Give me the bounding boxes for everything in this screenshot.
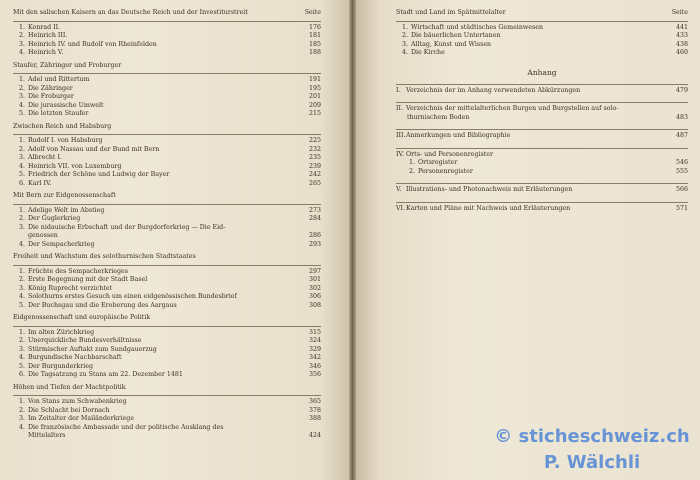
entry-number: 4. xyxy=(19,293,26,300)
toc-section-heading xyxy=(13,62,321,71)
entry-title: Die Kirche xyxy=(411,49,445,56)
entry-number: 3. xyxy=(19,345,26,353)
entry-title: Adolf von Nassau und der Bund mit Bern xyxy=(28,145,160,153)
entry-title-continued: genossen xyxy=(28,232,58,239)
entry-page: 438 xyxy=(675,40,688,48)
appendix-number: IV. xyxy=(396,150,404,158)
entry-number: 6. xyxy=(19,371,26,378)
entry-text xyxy=(19,93,74,102)
entry-title: Adelige Welt im Abstieg xyxy=(28,206,105,214)
toc-entry xyxy=(13,146,321,155)
appendix-page: 566 xyxy=(675,186,688,193)
toc-entry xyxy=(13,171,321,180)
entry-page: 185 xyxy=(308,40,321,48)
toc-entry xyxy=(13,415,321,424)
appendix-text xyxy=(396,132,510,141)
entry-number: 5. xyxy=(19,301,26,309)
entry-text xyxy=(402,41,491,50)
entry-title: Konrad II. xyxy=(28,23,61,31)
entry-number: 1. xyxy=(19,398,26,405)
toc-entry xyxy=(13,371,321,380)
entry-title: Erste Begegnung mit der Stadt Basel xyxy=(28,276,148,283)
toc-entry xyxy=(13,329,321,338)
entry-title: Adel und Rittertum xyxy=(28,76,90,83)
entry-text xyxy=(19,354,122,363)
appendix-rule xyxy=(396,202,688,203)
entry-page: 342 xyxy=(308,354,321,361)
section-rule xyxy=(13,204,321,205)
appendix-text xyxy=(396,186,572,195)
entry-number: 1. xyxy=(19,76,26,83)
toc-entry xyxy=(13,337,321,346)
entry-text xyxy=(402,24,543,33)
entry-number: 3. xyxy=(19,223,26,231)
subentry-number: 1. xyxy=(409,159,416,166)
toc-entry xyxy=(13,76,321,85)
watermark xyxy=(492,424,692,476)
entry-title: Im Zeitalter der Mailänderkriege xyxy=(28,415,135,422)
page-label: Seite xyxy=(304,9,321,16)
entry-text xyxy=(19,24,60,33)
entry-page: 188 xyxy=(308,49,321,56)
entry-text xyxy=(19,241,95,250)
entry-number: 5. xyxy=(19,362,26,370)
entry-page: 293 xyxy=(308,240,321,248)
entry-title: Die nidauische Erbschaft und der Burgdorferkrieg — Die Eid- xyxy=(28,223,226,231)
toc-section-heading xyxy=(13,123,321,132)
entry-text xyxy=(19,207,104,216)
entry-number: 2. xyxy=(19,215,26,222)
entry-text xyxy=(19,398,127,407)
toc-entry xyxy=(13,110,321,119)
entry-text xyxy=(19,171,169,180)
entry-title: Der Guglerkrieg xyxy=(28,215,81,222)
section-title: Staufer, Zähringer und Froburger xyxy=(13,61,122,69)
toc-entry xyxy=(13,102,321,111)
toc-entry xyxy=(13,398,321,407)
entry-page: 460 xyxy=(675,49,688,56)
entry-text xyxy=(19,407,110,416)
entry-title: Karl IV. xyxy=(28,179,52,187)
left-page xyxy=(0,0,349,480)
appendix-entry xyxy=(396,132,688,141)
entry-number: 1. xyxy=(19,328,26,336)
watermark-line2: P. Wälchli xyxy=(543,452,641,473)
entry-text xyxy=(19,276,147,285)
appendix-rule xyxy=(396,129,688,130)
entry-page: 242 xyxy=(308,171,321,178)
entry-page: 273 xyxy=(308,206,321,214)
entry-title: Alltag, Kunst und Wissen xyxy=(411,40,492,48)
appendix-gap xyxy=(396,95,688,99)
toc-entry xyxy=(13,276,321,285)
entry-text xyxy=(19,224,225,233)
entry-page: 441 xyxy=(675,23,688,31)
entry-number: 5. xyxy=(19,110,26,117)
appendix-text xyxy=(396,105,618,114)
toc-entry xyxy=(13,41,321,50)
entry-title: Heinrich V. xyxy=(28,49,64,56)
appendix-number: II. xyxy=(396,105,403,112)
section-title: Mit den salischen Kaisern an das Deutsche Reich und der Investiturstreit xyxy=(13,9,248,16)
entry-page: 232 xyxy=(308,145,321,153)
right-toc xyxy=(396,9,688,217)
entry-page: 201 xyxy=(308,93,321,100)
appendix-text xyxy=(396,151,493,160)
toc-entry xyxy=(396,41,688,50)
entry-title: Heinrich VII. von Luxemburg xyxy=(28,162,122,170)
toc-entry xyxy=(13,180,321,189)
entry-page: 195 xyxy=(308,84,321,92)
entry-page: 265 xyxy=(308,179,321,187)
appendix-gap xyxy=(396,176,688,180)
subentry-number: 2. xyxy=(409,167,416,175)
appendix-gap xyxy=(396,141,688,145)
entry-number: 4. xyxy=(19,240,26,248)
entry-page: 209 xyxy=(308,101,321,109)
entry-number: 1. xyxy=(19,267,26,275)
entry-number: 4. xyxy=(19,49,26,56)
entry-title: Die bäuerlichen Untertanen xyxy=(411,32,501,39)
entry-number: 2. xyxy=(19,276,26,283)
appendix-title: Karten und Pläne mit Nachweis und Erläuterungen xyxy=(406,204,571,212)
entry-number: 4. xyxy=(19,101,26,109)
entry-text xyxy=(19,302,177,311)
toc-entry xyxy=(13,424,321,433)
entry-number: 1. xyxy=(19,206,26,214)
entry-number: 1. xyxy=(402,23,409,31)
toc-entry-continued xyxy=(13,232,321,241)
entry-number: 5. xyxy=(19,171,26,178)
entry-page: 378 xyxy=(308,406,321,414)
toc-entry xyxy=(13,32,321,41)
toc-section-heading xyxy=(13,192,321,201)
toc-entry xyxy=(13,363,321,372)
entry-page: 365 xyxy=(308,398,321,405)
entry-page: 225 xyxy=(308,137,321,144)
appendix-gap xyxy=(396,122,688,126)
appendix-title: Illustrations- und Photonachweis mit Erläuterungen xyxy=(406,186,573,193)
section-rule xyxy=(13,395,321,396)
entry-page: 424 xyxy=(308,432,321,439)
toc-entry xyxy=(13,49,321,58)
entry-number: 3. xyxy=(19,284,26,292)
toc-entry xyxy=(13,163,321,172)
entry-page: 308 xyxy=(308,301,321,309)
entry-page: 433 xyxy=(675,32,688,39)
appendix-rule xyxy=(396,148,688,149)
entry-page: 215 xyxy=(308,110,321,117)
entry-number: 4. xyxy=(402,49,409,56)
entry-text xyxy=(19,163,121,172)
toc-entry xyxy=(13,346,321,355)
entry-number: 4. xyxy=(19,423,26,431)
section-rule xyxy=(396,21,688,22)
book-gutter xyxy=(349,0,356,480)
entry-number: 2. xyxy=(402,32,409,39)
toc-entry xyxy=(13,137,321,146)
toc-entry xyxy=(13,407,321,416)
appendix-subentry xyxy=(396,168,688,177)
entry-page: 191 xyxy=(308,76,321,83)
entry-number: 4. xyxy=(19,354,26,361)
entry-page: 286 xyxy=(308,232,321,239)
entry-number: 3. xyxy=(19,40,26,48)
appendix-gap xyxy=(396,195,688,199)
entry-title: Heinrich IV. und Rudolf von Rheinfelden xyxy=(28,40,157,48)
appendix-gap xyxy=(396,213,688,217)
entry-text xyxy=(19,146,159,155)
subentry-title: Ortsregister xyxy=(418,159,458,166)
entry-number: 2. xyxy=(19,84,26,92)
entry-text xyxy=(19,76,90,85)
toc-entry xyxy=(13,224,321,233)
watermark-line1: © sticheschweiz.ch xyxy=(494,426,690,447)
entry-title: Von Stans zum Schwabenkrieg xyxy=(28,398,127,405)
entry-text xyxy=(19,110,88,119)
entry-title: Stürmischer Auftakt zum Sundgauerzug xyxy=(28,345,157,353)
entry-text xyxy=(19,415,134,424)
toc-section-heading xyxy=(13,314,321,323)
entry-page: 297 xyxy=(308,267,321,275)
appendix-text xyxy=(396,205,570,214)
section-title: Höhen und Tiefen der Machtpolitik xyxy=(13,383,126,391)
entry-text xyxy=(19,363,93,372)
entry-title: Die französische Ambassade und der politische Ausklang des xyxy=(28,423,224,431)
entry-number: 1. xyxy=(19,137,26,144)
entry-number: 3. xyxy=(19,415,26,422)
entry-text xyxy=(19,180,51,189)
section-rule xyxy=(13,73,321,74)
section-title: Zwischen Reich und Habsburg xyxy=(13,122,112,130)
entry-text xyxy=(402,49,445,58)
entry-title-continued: Mittelalters xyxy=(28,432,66,439)
appendix-title: Orts- und Personenregister xyxy=(406,150,494,158)
subentry-page: 546 xyxy=(675,159,688,166)
appendix-entry xyxy=(396,205,688,214)
entry-title: Friedrich der Schöne und Ludwig der Bayer xyxy=(28,171,170,178)
toc-entry xyxy=(396,49,688,58)
toc-entry xyxy=(13,354,321,363)
section-title: Freiheit und Wachstum des solothurnischen Stadtstaates xyxy=(13,253,196,260)
appendix-entry xyxy=(396,186,688,195)
toc-entry xyxy=(13,241,321,250)
entry-title: Solothurns erstes Gesuch um einen eidgenössischen Bundesbrief xyxy=(28,293,237,300)
entry-number: 3. xyxy=(402,40,409,48)
entry-number: 2. xyxy=(19,145,26,153)
entry-number: 4. xyxy=(19,162,26,170)
appendix-title-continued: thurnischem Boden xyxy=(407,113,470,121)
entry-text xyxy=(19,49,63,58)
entry-text xyxy=(19,293,237,302)
entry-title: Der Buchsgau und die Eroberung des Aargaus xyxy=(28,301,177,309)
appendix-rule xyxy=(396,102,688,103)
appendix-text xyxy=(396,87,580,96)
entry-text xyxy=(402,32,501,41)
page-label: Seite xyxy=(671,9,688,16)
entry-number: 2. xyxy=(19,406,26,414)
entry-page: 346 xyxy=(308,362,321,370)
entry-page: 176 xyxy=(308,23,321,31)
appendix-entry-continued xyxy=(396,114,688,123)
entry-number: 1. xyxy=(19,23,26,31)
toc-entry xyxy=(13,207,321,216)
entry-title: Heinrich III. xyxy=(28,32,68,39)
section-rule xyxy=(13,21,321,22)
entry-page: 181 xyxy=(308,32,321,39)
entry-title: Früchte des Sempacherkrieges xyxy=(28,267,128,275)
appendix-subentry xyxy=(396,159,688,168)
toc-entry xyxy=(13,85,321,94)
entry-page: 302 xyxy=(308,284,321,292)
entry-page: 356 xyxy=(308,371,321,378)
toc-section-heading xyxy=(13,384,321,393)
toc-entry xyxy=(13,24,321,33)
entry-text xyxy=(19,337,142,346)
entry-page: 306 xyxy=(308,293,321,300)
entry-number: 2. xyxy=(19,337,26,344)
entry-title: Die jurassische Umwelt xyxy=(28,101,104,109)
appendix-page: 483 xyxy=(675,113,688,121)
toc-entry xyxy=(13,268,321,277)
entry-page: 284 xyxy=(308,215,321,222)
appendix-rule xyxy=(396,84,688,85)
entry-title: Wirtschaft und städtisches Gemeinwesen xyxy=(411,23,544,31)
entry-title: Burgundische Nachbarschaft xyxy=(28,354,122,361)
section-title: Mit Bern zur Eidgenossenschaft xyxy=(13,192,116,199)
entry-text xyxy=(19,424,223,433)
appendix-entry xyxy=(396,105,688,114)
toc-entry xyxy=(396,24,688,33)
entry-title: Albrecht I. xyxy=(28,154,62,161)
entry-page: 315 xyxy=(308,328,321,336)
left-toc xyxy=(13,9,321,441)
appendix-page: 487 xyxy=(675,132,688,139)
appendix-number: V. xyxy=(396,186,402,193)
section-rule xyxy=(13,134,321,135)
entry-text xyxy=(19,285,112,294)
entry-page: 301 xyxy=(308,276,321,283)
appendix-entry xyxy=(396,87,688,96)
entry-title: König Ruprecht verzichtet xyxy=(28,284,113,292)
subentry-page: 555 xyxy=(675,167,688,175)
subentry-text xyxy=(409,168,473,177)
entry-number: 3. xyxy=(19,154,26,161)
appendix-number: I. xyxy=(396,86,401,94)
entry-title: Die Zähringer xyxy=(28,84,73,92)
entry-title: Die Schlacht bei Dornach xyxy=(28,406,110,414)
entry-text xyxy=(19,346,157,355)
toc-entry xyxy=(13,154,321,163)
entry-title: Unerquickliche Bundesverhältnisse xyxy=(28,337,142,344)
appendix-rule xyxy=(396,183,688,184)
entry-title: Die Froburger xyxy=(28,93,74,100)
right-page xyxy=(356,0,700,480)
subentry-text xyxy=(409,159,457,168)
entry-text xyxy=(19,215,80,224)
entry-text xyxy=(19,137,103,146)
entry-page: 324 xyxy=(308,337,321,344)
section-title: Stadt und Land im Spätmittelalter xyxy=(396,9,506,16)
appendix-number: III. xyxy=(396,132,406,139)
appendix-page: 479 xyxy=(675,86,688,94)
entry-text xyxy=(19,154,62,163)
toc-entry xyxy=(13,215,321,224)
anhang-title: Anhang xyxy=(527,67,557,77)
entry-text xyxy=(19,102,104,111)
toc-entry xyxy=(13,293,321,302)
toc-entry xyxy=(13,285,321,294)
toc-entry-continued xyxy=(13,432,321,441)
appendix-entry xyxy=(396,151,688,160)
toc-entry xyxy=(13,93,321,102)
entry-text xyxy=(19,41,157,50)
entry-number: 6. xyxy=(19,179,26,187)
toc-section-heading xyxy=(13,9,321,18)
entry-page: 329 xyxy=(308,345,321,353)
entry-text xyxy=(19,371,183,380)
subentry-title: Personenregister xyxy=(418,167,473,175)
entry-page: 239 xyxy=(308,162,321,170)
section-title: Eidgenossenschaft und europäische Politik xyxy=(13,314,151,321)
toc-entry xyxy=(13,302,321,311)
entry-title: Die Tagsatzung zu Stans am 22. Dezember 1481 xyxy=(28,371,183,378)
toc-entry xyxy=(396,32,688,41)
appendix-title: Verzeichnis der im Anhang verwendeten Abkürzungen xyxy=(406,86,581,94)
entry-title: Der Sempacherkrieg xyxy=(28,240,95,248)
appendix-title: Anmerkungen und Bibliographie xyxy=(406,132,511,139)
entry-title: Die letzten Staufer xyxy=(28,110,89,117)
section-rule xyxy=(13,326,321,327)
entry-text xyxy=(19,268,128,277)
entry-number: 3. xyxy=(19,93,26,100)
section-rule xyxy=(13,265,321,266)
toc-section-heading xyxy=(13,253,321,262)
entry-text xyxy=(19,32,67,41)
entry-page: 235 xyxy=(308,154,321,161)
entry-page: 388 xyxy=(308,415,321,422)
entry-number: 2. xyxy=(19,32,26,39)
appendix-page: 571 xyxy=(675,204,688,212)
appendix-title: Verzeichnis der mittelalterlichen Burgen und Burgstellen auf solo- xyxy=(406,105,619,112)
entry-title: Rudolf I. von Habsburg xyxy=(28,137,103,144)
entry-text xyxy=(19,329,94,338)
toc-section-heading xyxy=(396,9,688,18)
entry-text xyxy=(19,85,73,94)
entry-title: Der Burgunderkrieg xyxy=(28,362,93,370)
entry-title: Im alten Zürichkrieg xyxy=(28,328,95,336)
appendix-number: VI. xyxy=(396,204,406,212)
